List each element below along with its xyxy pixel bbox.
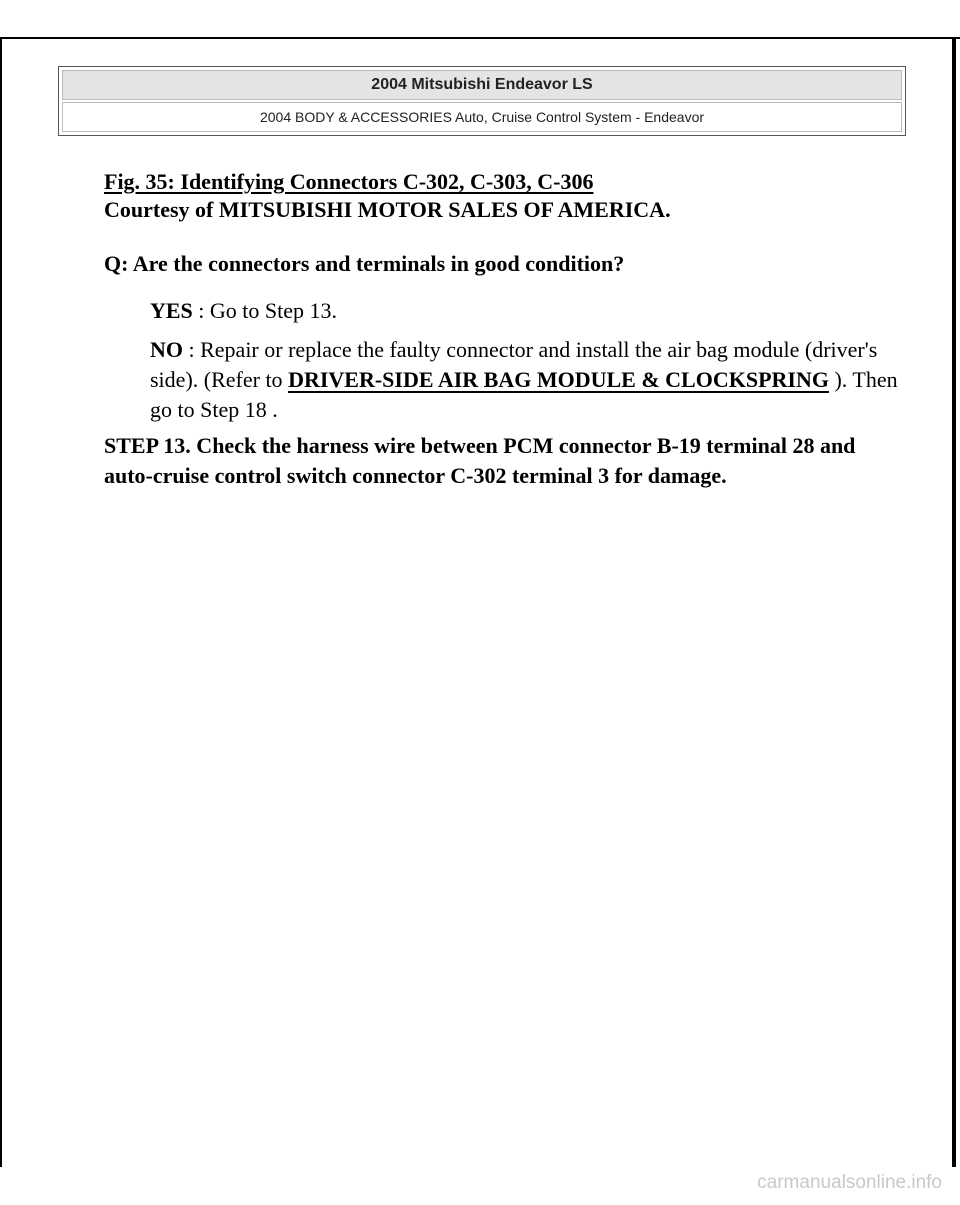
answer-no — [150, 335, 910, 425]
airbag-module-link[interactable]: DRIVER-SIDE AIR BAG MODULE & CLOCKSPRING — [288, 367, 829, 392]
document-body — [104, 168, 904, 491]
no-text-after-link: ). Then go to Step 18 . — [150, 367, 898, 422]
answer-yes — [150, 296, 910, 326]
inspection-question: Q: Are the connectors and terminals in good condition? — [104, 251, 625, 276]
section-subtitle: 2004 BODY & ACCESSORIES Auto, Cruise Control System - Endeavor — [62, 102, 902, 132]
yes-label: YES — [150, 298, 193, 323]
vehicle-title: 2004 Mitsubishi Endeavor LS — [62, 70, 902, 100]
no-text-before-link: : Repair or replace the faulty connector and install the air bag module (driver's side). (Refer to — [150, 337, 878, 392]
top-border — [0, 37, 960, 39]
document-header — [58, 66, 906, 136]
no-label: NO — [150, 337, 183, 362]
yes-text: : Go to Step 13. — [192, 298, 338, 323]
figure-caption — [104, 168, 904, 196]
right-border — [952, 37, 956, 1167]
left-border — [0, 37, 2, 1167]
step-13-heading: STEP 13. Check the harness wire between PCM connector B-19 terminal 28 and auto-cruise control switch connector C-302 terminal 3 for damage. — [104, 433, 856, 488]
figure-caption-text: Fig. 35: Identifying Connectors C-302, C-303, C-306 — [104, 169, 594, 194]
figure-courtesy: Courtesy of MITSUBISHI MOTOR SALES OF AMERICA. — [104, 197, 671, 222]
site-watermark: carmanualsonline.info — [757, 1172, 942, 1193]
